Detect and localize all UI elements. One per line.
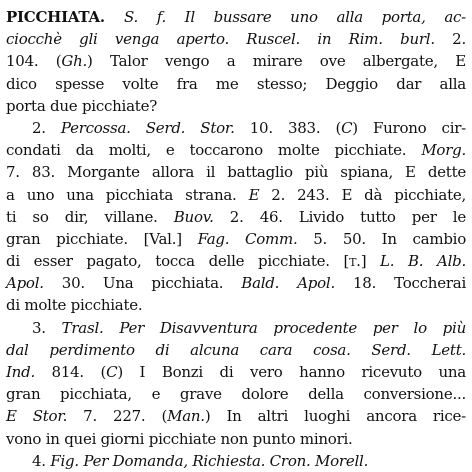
text-segment: Ind. bbox=[6, 363, 35, 381]
text-segment: t. bbox=[349, 252, 361, 271]
text-line bbox=[6, 272, 466, 294]
text-line bbox=[6, 184, 466, 206]
text-segment: ) Talor vengo a mirare ove albergate, E bbox=[87, 52, 466, 71]
text-segment: 3. bbox=[32, 318, 62, 337]
text-segment: 18. Toccherai bbox=[334, 274, 466, 293]
sense-paragraph-3 bbox=[6, 317, 466, 450]
text-segment: Percossa. Serd. Stor. bbox=[60, 118, 235, 137]
text-line bbox=[6, 73, 466, 95]
text-line bbox=[6, 317, 466, 339]
text-segment: ) In altri luoghi ancora rice- bbox=[204, 407, 467, 426]
text-line bbox=[6, 428, 466, 450]
text-line bbox=[6, 383, 466, 405]
text-segment: 2. 243. E dà picchiate, bbox=[259, 185, 466, 204]
text-segment: Trasl. Per Disavventura procedente per lo più bbox=[61, 318, 466, 337]
text-segment: ciocchè gli venga aperto. Ruscel. in Rim. burl. bbox=[6, 30, 435, 49]
text-segment: 5. 50. In cambio bbox=[297, 229, 467, 248]
text-segment: C bbox=[341, 118, 353, 137]
dictionary-entry bbox=[6, 6, 466, 472]
text-segment: 814. ( bbox=[34, 363, 107, 381]
text-segment: 2. bbox=[32, 118, 61, 137]
text-line bbox=[6, 139, 466, 161]
text-segment: di esser pagato, tocca delle picchiate. [ bbox=[6, 252, 350, 271]
text-segment: ) Furono cir- bbox=[352, 118, 466, 137]
text-line bbox=[6, 206, 466, 228]
text-line bbox=[6, 228, 466, 250]
text-segment: 7. 83. Morgante allora il battaglio più spiana, E dette bbox=[6, 163, 466, 182]
text-segment: ] bbox=[360, 252, 381, 271]
text-line bbox=[6, 339, 466, 361]
text-segment: gran picchiata, e grave dolore della conversione... bbox=[6, 385, 466, 404]
text-segment: 2. bbox=[434, 30, 466, 49]
text-segment: E Stor. bbox=[6, 407, 68, 426]
text-segment: dal perdimento di alcuna cara cosa. Serd. Lett. bbox=[6, 340, 466, 359]
text-line bbox=[6, 95, 466, 117]
text-segment: Buov. bbox=[173, 207, 214, 226]
text-segment: S. f. Il bussare uno alla porta, ac- bbox=[124, 8, 466, 26]
text-segment: Apol. bbox=[6, 274, 44, 293]
text-line bbox=[6, 361, 466, 383]
text-line bbox=[6, 161, 466, 183]
text-segment: . bbox=[99, 8, 125, 26]
text-segment: a uno una picchiata strana. bbox=[6, 185, 249, 204]
text-line bbox=[6, 450, 466, 472]
sense-paragraph-1 bbox=[6, 6, 466, 117]
text-segment: 10. 383. ( bbox=[234, 118, 342, 137]
text-line bbox=[6, 28, 466, 50]
text-segment: E bbox=[248, 185, 260, 204]
text-segment: ti so dir, villane. bbox=[6, 207, 174, 226]
text-segment: 7. 227. ( bbox=[67, 407, 168, 426]
text-segment: Morg. bbox=[421, 141, 466, 160]
sense-paragraph-2 bbox=[6, 117, 466, 317]
text-segment: 2. 46. Livido tutto per le bbox=[213, 207, 466, 226]
text-segment: 30. Una picchiata. bbox=[43, 274, 242, 293]
text-line bbox=[6, 50, 466, 72]
text-segment: L. B. Alb. bbox=[380, 252, 466, 271]
sense-paragraph-4 bbox=[6, 450, 466, 472]
text-line bbox=[6, 250, 466, 272]
headword: PICCHIATA bbox=[6, 8, 100, 26]
text-segment: Gh. bbox=[61, 52, 88, 71]
text-line bbox=[6, 6, 466, 28]
text-segment: porta due picchiate? bbox=[6, 96, 157, 115]
text-segment: vono in quei giorni picchiate non punto minori. bbox=[6, 429, 353, 448]
text-segment: 104. ( bbox=[6, 52, 62, 71]
text-segment: Fag. Comm. bbox=[197, 229, 298, 248]
text-line bbox=[6, 405, 466, 427]
text-segment: ) I Bonzi di vero hanno ricevuto una bbox=[117, 363, 466, 381]
text-segment: gran picchiate. [Val.] bbox=[6, 229, 198, 248]
text-segment: Bald. Apol. bbox=[241, 274, 335, 293]
text-segment: Fig. Per Domanda, Richiesta. Cron. Morell. bbox=[50, 451, 369, 470]
text-segment: di molte picchiate. bbox=[6, 296, 143, 315]
text-segment: condati da molti, e toccarono molte picchiate. bbox=[6, 141, 422, 160]
text-line bbox=[6, 117, 466, 139]
text-line bbox=[6, 294, 466, 316]
text-segment: C bbox=[106, 363, 118, 381]
text-segment: dico spesse volte fra me stesso; Deggio dar alla bbox=[6, 74, 466, 93]
text-segment: Man. bbox=[167, 407, 205, 426]
text-segment: 4. bbox=[32, 451, 51, 470]
